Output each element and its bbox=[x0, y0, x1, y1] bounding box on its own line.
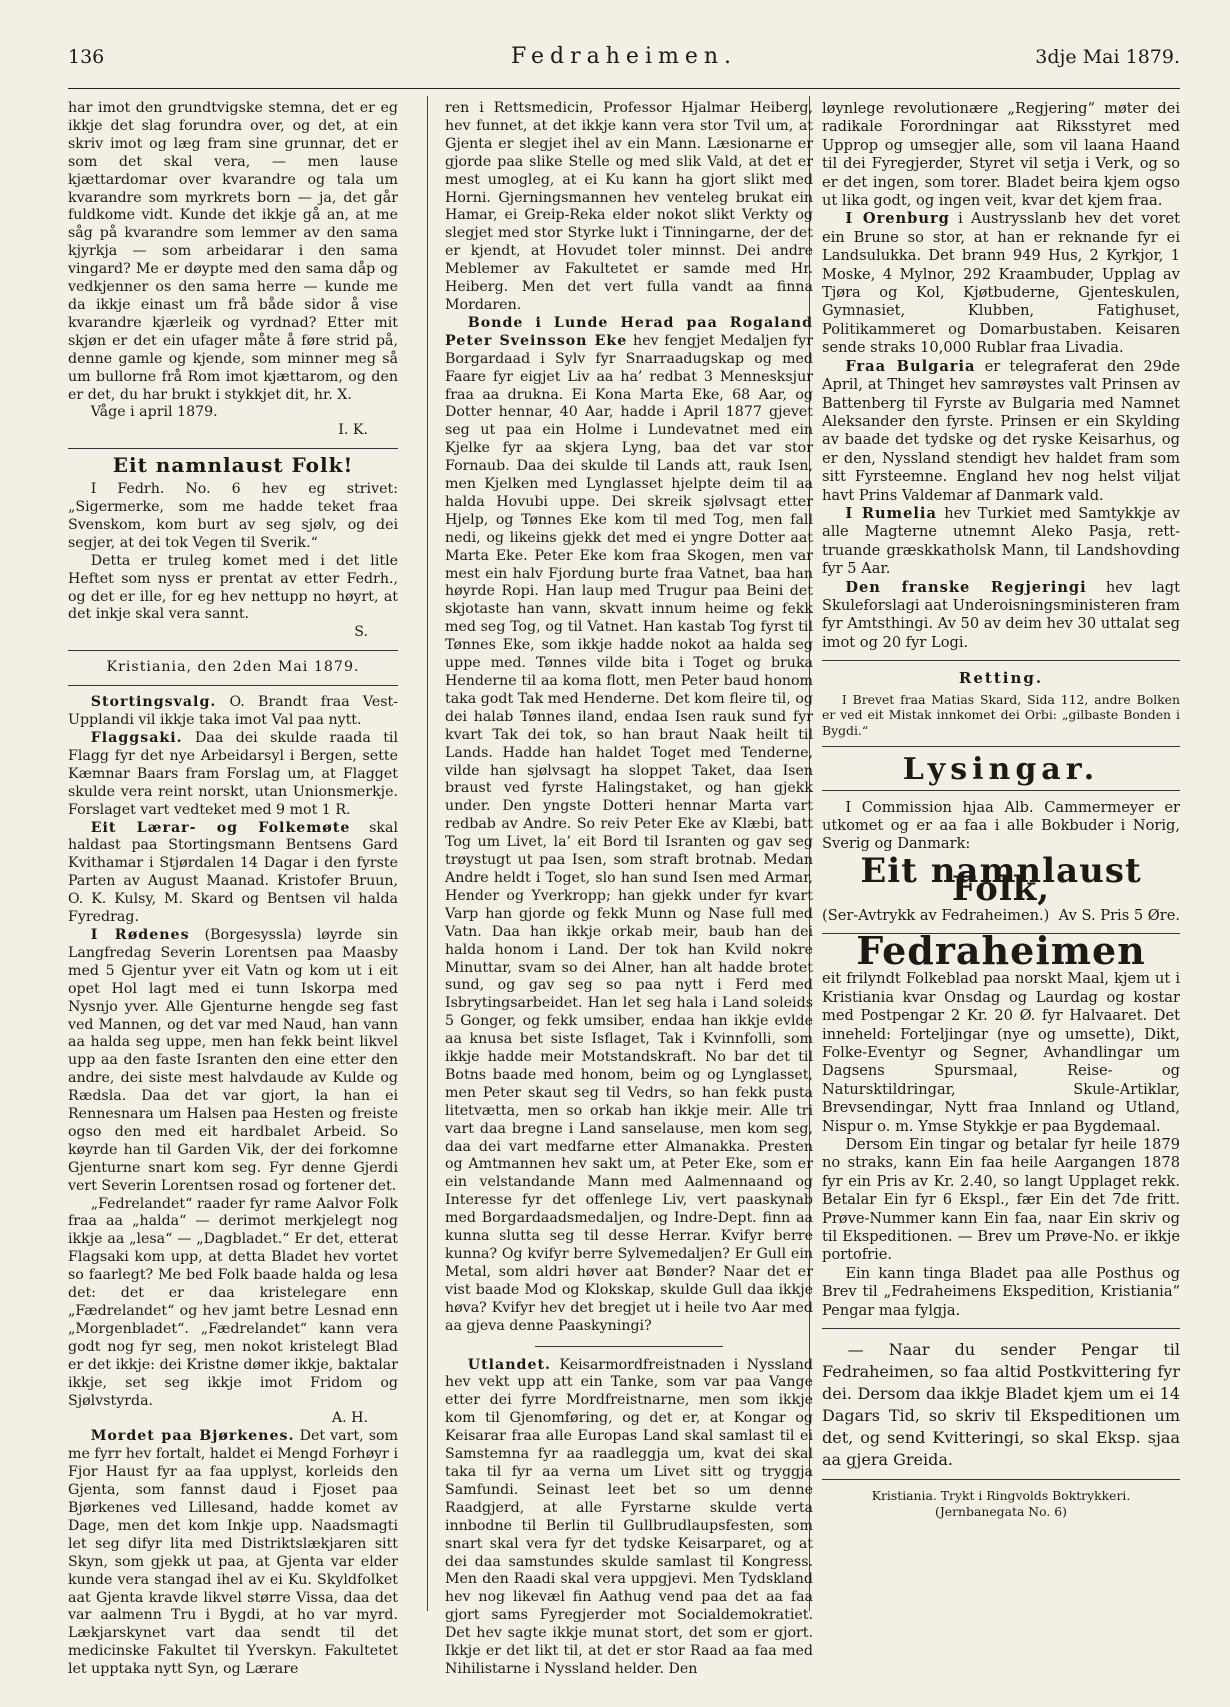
page-header bbox=[68, 46, 1180, 80]
signature: S. bbox=[354, 624, 368, 641]
signature: A. H. bbox=[331, 1410, 368, 1427]
signature: I. K. bbox=[338, 422, 368, 439]
news-lead: Bonde i Lunde Herad paa Rogaland Peter Sveinsson Eke bbox=[445, 314, 813, 349]
column-2 bbox=[445, 100, 813, 1679]
ad-text: Ein kann tinga Bladet paa alle Posthus og Brev til „Fedraheimens Ekspedition, Kristiania“ Pengar maa fylgja. bbox=[822, 1264, 1180, 1319]
news-text: hev fengjet Medaljen fyr Borgardaad i Sylv fyr Snarraadugskap og med Faare fyr eigjet Liv aa ha’ redbat 3 Mennesksjur fraa aa drukna. Ei Kona Marta Eke, 68 Aar, og Dotter hennar, 40 Aar, hadde i April 1877 gjevet seg ut paa ein Holme i Lundevatnet med ein Kjelke fyr aa skjera Lyng, baa det var stor Fornaub. Daa dei skulde til Lands att, rauk Isen, men Kjelken med Lynglasset hjelpte deim til aa halda Hovubi uppe. Dei skreik sjølvsagt etter Hjelp, og Tønnes Eke kom til med Tog, men fall nedi, og likeins gjekk det med ei yngre Dotter aat Marta Eke. Peter Eke kom fraa Skogen, men var mest ein halv Fjordung burte fraa Vatnet, baa han høyrde Ropi. Han laup med Trugur paa Beini det skjotaste han vann, skvatt innum heime og fekk med seg Tog, og til Vatnet. Han kastab Tog fyrst til Tønnes Eke, som ikkje hadde nokot aa halda seg uppe med. Tønnes vilde bita i Toget og bruka Henderne til aa koma flott, men Peter baud honom taka godt Tak med Henderne. Det kom fleire til, og dei halab Tønnes iland, endaa Isen rauk sund fyr kvart Tak dei tok, so han braut Naak heilt til Lands. Hadde han haldet Toget med Tenderne, vilde han sjølvsagt ha sloppet Taket, daa Isen braust ved fyrste Halingstaket, og han gjekk under. Den yngste Dotteri hennar Marta vart redbab av Andre. So reiv Peter Eke av Klæbi, batt Tog um Livet, la’ eit Bord til Isranten og gav seg trøystugt ut paa Isen, som straft brotnab. Medan Andre heldt i Toget, slo han sund Isen med Armar, Hender og Yverkropp; han gjekk under fyr kvart Varp han gjorde og fekk Munn og Nase full med Vatn. Daa han ikkje orkab meir, baub han dei halda honom i Land. Der tok han Kvild nokre Minuttar, svam so dei Alner, han alt hadde brotet sund, og gav seg so paa nytt i Ferd med Isbrytingsarbeidet. Han let seg hala i Land soleids 5 Gonger, og fekk umsiber, endaa han ikkje evlde aa knusa bet siste Isflaget, Tak i Kvinnfolli, som ikkje hadde meir Motstandskraft. No bar det til Botns baade med honom, beim og og Lynglasset, men Peter skaut seg til Vedrs, so han fekk pusta litetvætta, men so orkab han ikkje meir. Alle tri vart daa bregne i Land sanselause, men kom seg, daa dei vart medfarne etter Almanakka. Presten og Amtmannen hev sakt um, at Peter Eke, som er ein velstandande Mann med Aalmennaand og Interesse fyr det offenlege Liv, vert paaskynab med Borgardaadsmedaljen, og Indre-Dept. finn aa kunna slutta seg til desse Herrar. Kvifyr berre kunna? Og kvifyr berre Sylvemedaljen? Er Gull ein Metal, som aldri høver aat Bønder? Naar det er vist baade Mod og Klokskap, skulde Gull daa ikkje høva? Kvifyr hev det bregjet ut i heile tvo Aar med aa gjeva denne Paaskyningi? bbox=[445, 332, 813, 1334]
place-date: Våge i april 1879. bbox=[90, 404, 218, 421]
news-text: hev lagt Skuleforslagi aat Underoisningsministeren fram fyr Amtsthingi. Av 50 av deim hev 30 uttalat seg imot og 20 fyr Logi. bbox=[822, 578, 1180, 651]
news-text: er telegraferat den 29de April, at Thinget hev samrøystes valt Prinsen av Battenberg til Fyrste av Bulgaria med Namnet Aleksander den fyrste. Prinsen er ein Skylding av baade det tydske og det ryske Keisarhus, og er den, Nyssland stendigt hev haldet fram som sitt Fyrsteemne. England hev nog helst viljat havt Prins Valdemar af Danmark vald. bbox=[822, 357, 1181, 504]
news-text: (Borgesyssla) løyrde sin Langfredag Severin Lorentsen paa Maasby med 5 Gjentur yver eit Vatn og kom ut i eit opet Hol lagt med ei tunn Iskorpa med Nysnjo yver. Alle Gjenturne hengde seg fast ved Mannen, og det var med Naud, han vann aa halda seg uppe, men han fekk beint likvel upp aa den faste Isranten den eine etter den andre, dei siste mest halvdaude av Kulde og Rædsla. Daa det var gjort, la han ei Rennesnara um Halsen paa Hesten og freiste ogso den med eit hardbalet Arbeid. So køyrde han til Garden Vik, der dei forkomne Gjenturne snart kom seg. Fyr denne Gjerdi vert Severin Lorentsen rosad og fortener det. bbox=[68, 926, 399, 1194]
page-number: 136 bbox=[68, 46, 105, 68]
masthead-title: Fedraheimen. bbox=[510, 44, 738, 69]
news-text: hev Turkiet med Samtykkje av alle Magterne utnemnt Aleko Pasja, rett-truande græskkatholsk Mann, til Landshovding fyr 5 Aar. bbox=[822, 504, 1181, 578]
news-lead: I Rumelia bbox=[845, 504, 937, 522]
article-text: Detta er truleg komet med i det litle Heftet som nyss er prentat av etter Fedrh., og det er ille, for eg hev nettupp no høyrt, at det inkje skal vera sannt. bbox=[68, 552, 398, 623]
news-lead: Fraa Bulgaria bbox=[845, 357, 976, 375]
news-text: O. Brandt fraa Vest-Upplandi vil ikkje taka imot Val paa nytt. bbox=[68, 694, 398, 729]
article-text: løynlege revolutionære „Regjering“ møter dei radikale Forordningar aat Riksstyret med Upprop og umsegjer alle, som vil laana Haand til dei Fyregjerder, Styret vil setja i Verk, og so er det ingen, som torer. Bladet beira kjem ogso ut lika godt, og ingen veit, kvar det kjem fraa. bbox=[822, 100, 1180, 210]
news-lead: Den franske Regjeringi bbox=[845, 578, 1087, 596]
ad-source: (Ser-Avtrykk av Fedraheimen.) bbox=[822, 906, 1050, 924]
divider bbox=[822, 1328, 1180, 1329]
ad-text: I Commission hjaa Alb. Cammermeyer er utkomet og er aa faa i alle Bokbuder i Norig, Sverig og Danmark: bbox=[822, 798, 1180, 853]
news-text: i Austrysslanb hev det voret ein Brune so stor, at han er reknande fyr ei Landsulukka. Det brann 949 Hus, 2 Kyrkjor, 1 Moske, 4 Mylnor, 292 Kraambuder, Upplag av Tjøra og Kol, Kjøtbuderne, Gjenteskulen, Gymnasiet, Klubben, Fatighuset, Politikammeret og Domarbustaben. Keisaren sende straks 10,000 Rublar fraa Livadia. bbox=[822, 210, 1180, 357]
ad-title: Fedraheimen bbox=[856, 927, 1146, 973]
article-text: „Fedrelandet“ raader fyr rame Aalvor Folk fraa aa „halda“ — derimot merkjelegt nog ikkje aa „lesa“ — „Dagbladet.“ Er det, etterat Flagsaki kom upp, at detta Bladet hev vortet so faarlegt? Me bed Folk baade halda og lesa det: det er daa kristelegare enn „Fædrelandet“ og hev jamt betre Lesnad enn „Morgenbladet“. „Fædrelandet“ kann vera godt nog fyr seg, men nokot kristelegt Blad er det ikkje: dei Kristne dømer ikkje, baktalar ikkje, set seg ikkje imot Fridom og Sjølvstyrda. bbox=[68, 1195, 398, 1409]
imprint: (Jernbanegata No. 6) bbox=[935, 1503, 1067, 1519]
ad-title: Eit namnlaust Folk, bbox=[860, 850, 1142, 910]
divider bbox=[822, 746, 1180, 747]
article-text: I Fedrh. No. 6 hev eg strivet: „Sigermerke, som me hadde teket fraa Svenskom, kom burt av seg sjølv, og dei segjer, at dei tok Vegen til Sverik.“ bbox=[68, 481, 398, 551]
news-lead: I Orenburg bbox=[845, 210, 950, 228]
divider bbox=[535, 1346, 723, 1347]
ad-text: eit frilyndt Folkeblad paa norskt Maal, kjem ut i Kristiania kvar Onsdag og Laurdag og kostar med Postpengar 2 Kr. 20 Ø. fyr Halvaaret. Det inneheld: Forteljingar (nye og umsette), Dikt, Folke-Eventyr og Segner, Avhandlingar um Dagsens Spursmaal, Reise- og Natursktildringar, Skule-Artiklar, Brevsendingar, Nytt fraa Innland og Utland, Nispur o. m. Ymse Stykkje er paa Bygdemaal. bbox=[822, 970, 1180, 1135]
divider bbox=[68, 650, 398, 651]
news-lead: Stortingsvalg. bbox=[90, 694, 217, 711]
news-text: Det vart, som me fyrr hev fortalt, haldet ei Mengd Forhøyr i Fjor Haust fyr aa faa upplyst, korleids den Gjenta, som fannst daud i Fjoset paa Bjørkenes ved Lillesand, hadde komet av Dage, men det kom Inkje upp. Naadsmagti let seg difyr lita med Distriktslækjaren sitt Skyn, som gjekk ut paa, at Gjenta var elder kunde vera stangad ihel av ei Ku. Skyldfolket aat Gjenta kravde likvel større Vissa, daa det var aalmenn Tru i Bygdi, at ho var myrd. Lækjarskynet vart daa sendt til det medicinske Fakultet til Yverskyn. Fakultetet let upptaka nytt Syn, og Lærare bbox=[68, 1428, 399, 1678]
section-heading: Eit namnlaust Folk! bbox=[112, 453, 354, 478]
section-heading: Lysingar. bbox=[902, 752, 1100, 788]
news-lead: Mordet paa Bjørkenes. bbox=[90, 1428, 295, 1445]
imprint: Kristiania. Trykt i Ringvolds Boktrykkeri. bbox=[871, 1488, 1131, 1504]
divider bbox=[68, 685, 398, 686]
divider bbox=[822, 790, 1180, 791]
ad-price: Av S. Pris 5 Øre. bbox=[1058, 906, 1180, 924]
ad-text: Dersom Ein tingar og betalar fyr heile 1879 no straks, kann Ein faa heile Aargangen 1878 fyr ein Pris av Kr. 2.40, so langt Upplaget rekk. Betalar Ein fyr 6 Ekspl., fær Ein det 7de fritt. Prøve-Nummer kann Ein faa, naar Ein skriv og til Ekspeditionen. — Brev um Prøve-No. er ikkje portofrie. bbox=[822, 1136, 1180, 1264]
dateline: Kristiania, den 2den Mai 1879. bbox=[106, 659, 360, 676]
news-lead: Flaggsaki. bbox=[90, 730, 183, 746]
news-text: skal haldast paa Stortingsmann Bentsens Gard Kvithamar i Stjørdalen 14 Dagar i den fyrste Parten av August Maanad. Kristofer Bruun, O. K. Kulsy, M. Skard og Bentsen vil halda Fyredrag. bbox=[68, 819, 399, 926]
news-lead: Eit Lærar- og Folkemøte bbox=[90, 819, 351, 836]
column-1 bbox=[68, 100, 398, 1679]
divider bbox=[68, 448, 398, 449]
section-heading: Retting. bbox=[958, 669, 1044, 688]
issue-date: 3dje Mai 1879. bbox=[1035, 46, 1180, 68]
divider bbox=[822, 1479, 1180, 1480]
news-lead: I Rødenes bbox=[90, 926, 190, 943]
article-text: I Brevet fraa Matias Skard, Sida 112, andre Bolken er ved eit Mistak innkomet dei Orbi: „gilbaste Bonden i Bygdi.“ bbox=[822, 691, 1180, 738]
news-lead: Utlandet. bbox=[467, 1356, 551, 1373]
news-text: Keisarmordfreistnaden i Nyssland hev vekt upp att ein Tanke, som var paa Vange etter dei fyrre Mordfreistnarne, men som ikkje kom til Gjenomføring, og det er, at Kongar og Keisarar fraa alle Europas Land skal samlast til ei Samstemna fyr aa raadleggja um, kvat dei skal taka til fyr aa verna um Livet sitt og tryggja Samfundi. Seinast leet bet so um denne Raadgjerd, at alle Fyrstarne skulde verta innbodne til Berlin til Gullbrudlaupsfesten, som snart skal vera fyr det tydske Keisarparet, og at dei daa samstundes skulde samlast til Kongress. Men den Raadi skal vera uppgjevi. Men Tydskland hev nog likevæl fin Aathug vend paa det aa faa gjort sams Fyregjerder mot Socialdemokratiet. Det hev sagte ikkje munat stort, det som er gjort. Ikkje er det likt til, at det er stor Raad aa faa med Nihilistarne i Nyssland helder. Den bbox=[445, 1356, 813, 1677]
ad-subline bbox=[822, 907, 1180, 925]
news-text: Daa dei skulde raada til Flagg fyr det nye Arbeidarsyl i Bergen, sette Kæmnar Baars fram Forslag um, at Flagget skulde vera reint norskt, utan Unionsmerkje. Forslaget vart vedteket med 9 mot 1 R. bbox=[68, 730, 398, 818]
article-text: har imot den grundtvigske stemna, det er eg ikkje det slag forundra over, og det, at ein skriv imot og læg fram sine grunnar, det er som det skal vera, — men lause kjættardomar over kvarandre og tala um kvarandre som myrkrets born — ja, det går fuldkome vidt. Kunde det ikkje gå an, at me såg på kvarandre som lemmer av den sama kjyrkja — som arbeidarar i den sama vingard? Me er døypte med den sama dåp og vedkjenner os den sama herre — kunde me da ikkje einast um frå både sidor å vise kvarandre kjærleik og vyrdnad? Etter mit skjøn er det ein ufager måte å føre strid på, denne gamle og kjende, som minner meg så um bullorne frå Rom imot kjættarom, og den er det, du har brukt i stykkjet dit, hr. X. bbox=[68, 100, 398, 403]
divider bbox=[822, 660, 1180, 661]
column-3 bbox=[822, 100, 1180, 1519]
column-divider bbox=[427, 96, 428, 1611]
article-text: ren i Rettsmedicin, Professor Hjalmar Heiberg, hev funnet, at det ikkje kann vera stor Tvil um, at Gjenta er slegjet ihel av ein Mann. Læsionarne er gjorde paa slike Stelle og med slik Vald, at det er mest umogleg, at ei Ku kann ha gjort slikt med Horni. Gjerningsmannen hev venteleg brukat ein Hamar, ei Greip-Reka elder nokot slikt Verkty og slegjet med stor Styrke lukt i Tinningarne, der det er kjendt, at Hovudet toler minnst. Dei andre Meblemer av Fakultetet er samde med Hr. Heiberg. Men det vert fulla vandt aa finna Mordaren. bbox=[445, 100, 813, 313]
header-rule bbox=[68, 88, 1180, 89]
notice-text: — Naar du sender Pengar til Fedraheimen, so faa altid Postkvittering fyr dei. Dersom daa ikkje Bladet kjem um ei 14 Dagars Tid, so skriv til Ekspeditionen um det, og send Kvitteringi, so skal Eksp. sjaa aa gjera Greida. bbox=[822, 1340, 1180, 1470]
